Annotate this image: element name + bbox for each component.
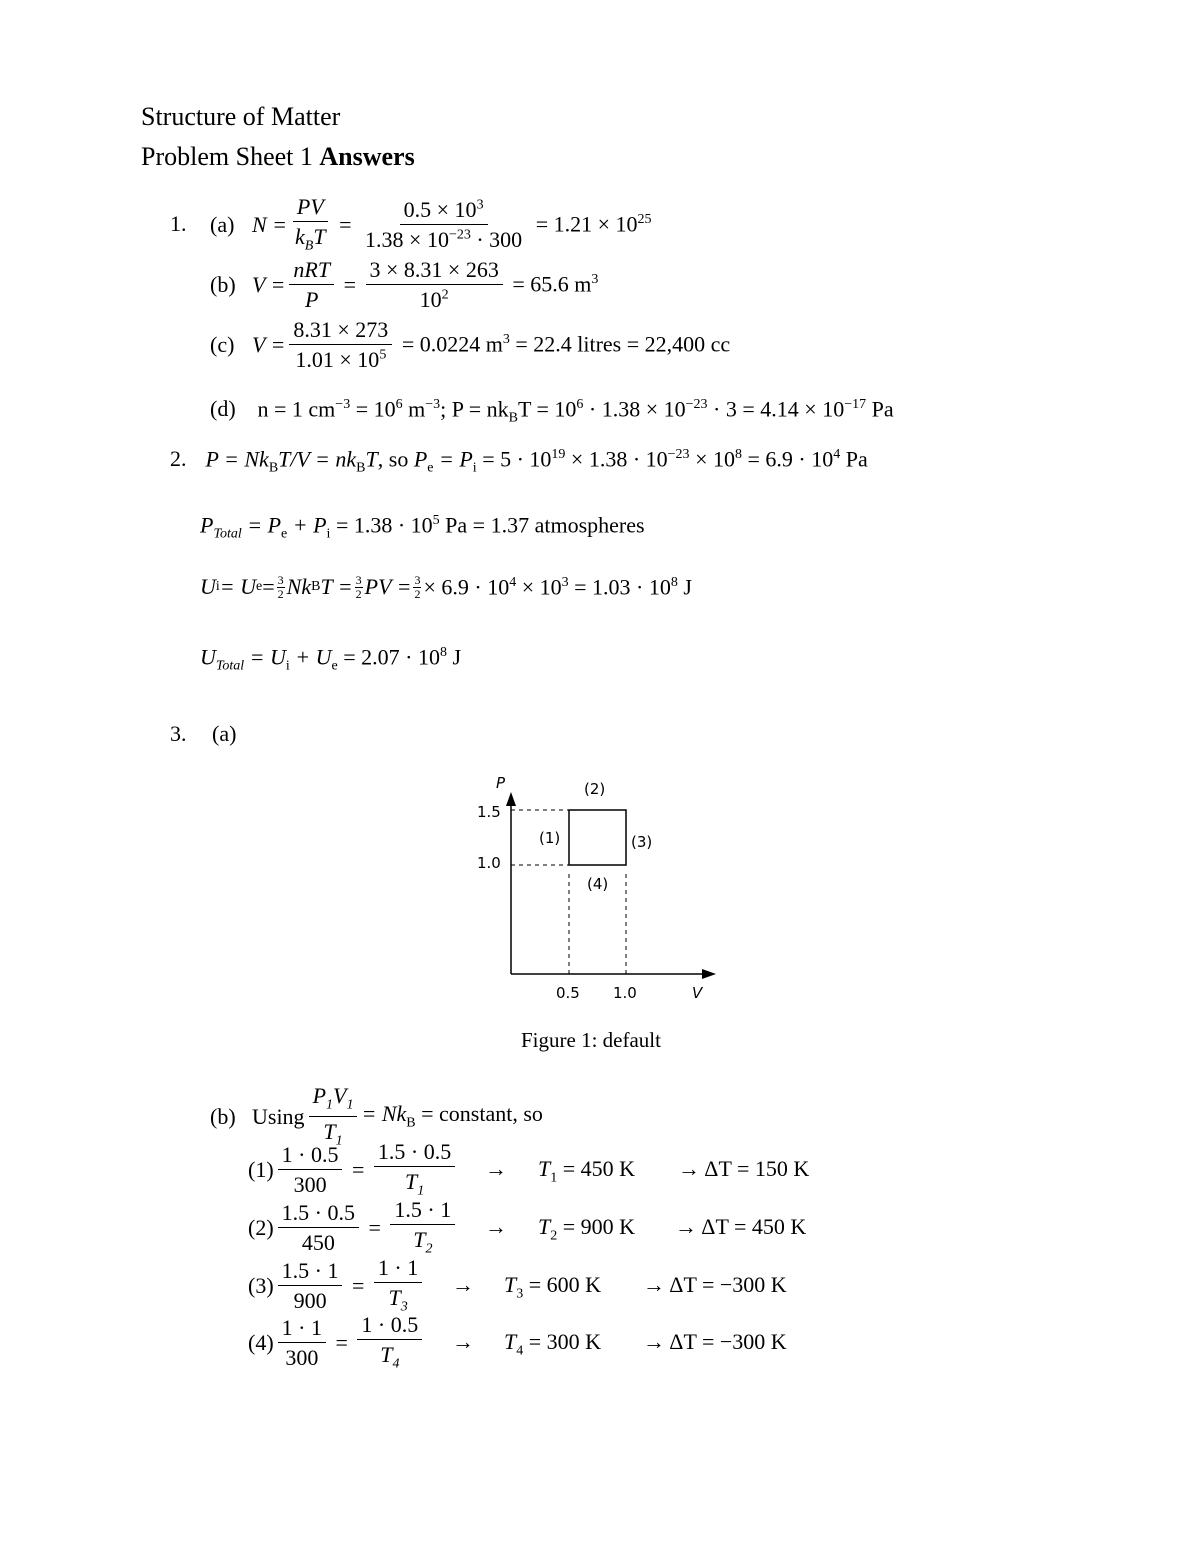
q1b-result-text: = 65.6 m — [512, 271, 592, 297]
q3b-row: (1) $\frac{1 \cdot 0.5}{300}$ = $\frac{1.5 \cdot 0.5}{T_1}$ — [248, 1140, 459, 1199]
q2l1-g: = 5 · 10 — [476, 446, 552, 472]
q3b-frac-den-sub: 1 — [335, 1133, 343, 1149]
q3a-label: (a) — [212, 721, 237, 746]
q1c-result-tail: = 22.4 litres = 22,400 cc — [509, 331, 731, 357]
q3b-row-frac1-num: 1.5 · 1 — [278, 1259, 343, 1286]
q3b-row-arrow: → — [452, 1272, 474, 1297]
q3b-row-frac2-den-t: T — [404, 1169, 418, 1195]
q3b-row-delta — [675, 1216, 806, 1238]
q1c-result-text: = 0.0224 m — [401, 331, 503, 357]
q2l3-d-sub: B — [311, 579, 321, 595]
q3b-row-frac1-den: 450 — [301, 1230, 335, 1256]
q3b-row-delta-value: ΔT = 450 K — [701, 1214, 807, 1239]
tick-v-low: 0.5 — [556, 984, 580, 1002]
cycle-rectangle — [569, 810, 626, 865]
q1a-frac1-den-tail: T — [313, 224, 326, 250]
q3b-row-delta-arrow: → — [678, 1156, 700, 1181]
q3b-row-arrow: → — [452, 1329, 474, 1354]
q3b-row-frac2-num: 1.5 · 0.5 — [374, 1140, 455, 1167]
q2l1-i: × 10 — [689, 446, 735, 472]
p-axis-arrow — [506, 792, 516, 806]
q3b-row-frac2-den-t: T — [388, 1285, 401, 1311]
q1c-frac — [289, 318, 392, 371]
q2l2-a: P — [200, 512, 214, 538]
q3b-row-t-sub: 4 — [516, 1343, 524, 1359]
tick-p-high: 1.5 — [477, 803, 501, 821]
q3b-frac-den-t: T — [323, 1119, 336, 1145]
q3-number: 3. — [170, 721, 187, 746]
q3b-row-t: T — [538, 1156, 551, 1181]
q1a-frac1-den-sub: B — [304, 238, 314, 254]
path-label-2: (2) — [584, 780, 606, 798]
path-label-4: (4) — [587, 875, 609, 893]
q1a-frac2 — [361, 198, 526, 251]
q3b-frac-num-v: V — [333, 1083, 347, 1108]
q3b-row-frac1 — [278, 1201, 359, 1254]
q3b-row-delta — [678, 1158, 809, 1180]
q3b-frac-num — [309, 1084, 358, 1117]
q3b-row-frac2-den-sub: 3 — [400, 1299, 408, 1315]
q1b-result — [507, 273, 599, 295]
q3b-row-frac2 — [390, 1198, 455, 1257]
q1d-t5: T = 10 — [517, 396, 577, 422]
path-label-1: (1) — [539, 829, 561, 847]
q1d-s7: −17 — [844, 397, 867, 412]
q1b-frac1-num: nRT — [289, 258, 334, 285]
q1a-frac1-num: PV — [293, 195, 328, 222]
tick-p-low: 1.0 — [477, 854, 501, 872]
doc-subtitle — [141, 144, 415, 170]
q1-number: 1. — [170, 211, 187, 236]
q1a-result-sup: 25 — [637, 212, 652, 228]
q3b-using: Using — [252, 1103, 305, 1129]
q3b-row-arrow: → — [485, 1214, 507, 1239]
q2l3-g: PV = — [364, 574, 412, 600]
q2l1-f: = P — [433, 446, 473, 472]
q3b-row-label: (3) — [248, 1272, 274, 1298]
q1d-s6: −23 — [685, 397, 708, 412]
tick-v-high: 1.0 — [613, 984, 637, 1002]
q3b-row-frac1 — [278, 1143, 343, 1196]
q1a-frac1 — [291, 195, 330, 254]
q1a-frac2-den-tail: · 300 — [470, 227, 523, 253]
q2l3-e: T = — [320, 574, 353, 600]
q2-line2 — [200, 514, 645, 542]
q1d-s5: 6 — [576, 397, 584, 412]
q3b-row-temperature — [504, 1274, 601, 1301]
q3b-row-frac2-den — [384, 1283, 411, 1315]
q1a-frac2-den-sup: −23 — [448, 227, 471, 243]
q1d-s3: −3 — [425, 397, 441, 412]
q1d-label: (d) — [210, 396, 236, 422]
q2l3-d: Nk — [286, 574, 312, 600]
q2l3-k: J — [677, 574, 692, 600]
q2l1-c: T — [365, 446, 378, 472]
q3b-row-delta-value: ΔT = −300 K — [669, 1329, 787, 1354]
q1a-label: (a) — [210, 211, 235, 237]
q3b-row-t: T — [538, 1214, 551, 1239]
q3b-row-frac1-num: 1.5 · 0.5 — [278, 1201, 359, 1228]
q3b-row-delta — [643, 1274, 787, 1296]
q3b-row-frac1 — [278, 1316, 326, 1369]
q1c-frac-den — [291, 345, 390, 371]
q2l1-b: T/V = nk — [278, 446, 357, 472]
q2l4-a-sub: Total — [215, 658, 245, 674]
q3b-row-frac2 — [374, 1140, 455, 1199]
path-label-3: (3) — [631, 833, 653, 851]
q1c-result-sup: 3 — [502, 332, 510, 348]
q1b-lhs: V = — [252, 271, 286, 297]
q3b-row-frac2-den — [409, 1225, 436, 1257]
q3b-row-frac2 — [374, 1256, 422, 1315]
q1a-lhs: N = — [252, 211, 288, 237]
q2l4-b: = U — [244, 644, 286, 670]
q2l2-c: + P — [287, 512, 327, 538]
q2l3-b-sub: e — [256, 579, 263, 595]
q3b-row-delta-arrow: → — [675, 1214, 697, 1239]
q3b-row-frac2-den-t: T — [413, 1227, 426, 1253]
q2l3-frac2-num: 3 — [355, 573, 362, 587]
q3b-row-temperature — [538, 1158, 635, 1185]
q3b-row-frac2-den-sub: 1 — [417, 1183, 425, 1199]
q3b-row-frac2 — [357, 1313, 422, 1372]
q3b-rhs-tail: = constant, so — [415, 1100, 543, 1126]
q1b-result-sup: 3 — [591, 272, 599, 288]
q1b-equation: (b) V = $\frac{\text{nRT}}{P}$ = $\frac{3 \times 8.31 \times 263}{10^2}$ = 65.6 $m^3$ — [210, 257, 599, 313]
q1d-t1: n = 1 cm — [257, 396, 336, 422]
q3b-frac-num-sub2: 1 — [346, 1097, 354, 1113]
pv-diagram — [460, 770, 740, 1010]
q3b-row-frac1-den: 300 — [293, 1172, 327, 1198]
q2l4-d: = 2.07 · 10 — [337, 644, 440, 670]
q2-line4 — [200, 646, 461, 674]
q2-line1 — [170, 448, 868, 476]
q2l2-d-sup: 5 — [432, 513, 440, 528]
q2l3-h-sup: 4 — [509, 574, 517, 590]
v-axis-arrow — [702, 969, 716, 979]
q3b-frac-num-sub1: 1 — [326, 1097, 334, 1113]
q2l1-f-sub: i — [472, 460, 477, 476]
q3b-row-label: (2) — [248, 1214, 274, 1240]
q1a-frac2-den-text: 1.38 × 10 — [365, 227, 449, 253]
q2l4-b-sub: i — [285, 658, 290, 674]
q1a-frac1-den — [291, 222, 330, 254]
q3b-row-frac1 — [278, 1259, 343, 1312]
q3b-row-temperature — [504, 1331, 601, 1358]
q2l3-i-sup: 3 — [561, 574, 569, 590]
q3b-row-frac2-den-sub: 4 — [392, 1356, 400, 1372]
q3b-rhs — [361, 1100, 543, 1131]
q3b-row-t-sub: 2 — [550, 1228, 558, 1244]
q3b-rhs-text: = Nk — [361, 1100, 407, 1126]
q1d-t6: · 1.38 × 10 — [583, 396, 686, 422]
q2l2-b-sub: e — [281, 526, 288, 542]
q3b-row-frac2-num: 1 · 1 — [374, 1256, 422, 1283]
p-axis-label: P — [496, 774, 506, 792]
q3b-row-t-val: = 300 K — [523, 1329, 602, 1354]
q3b-row-t: T — [504, 1329, 517, 1354]
q3b-row-delta-arrow: → — [643, 1272, 665, 1297]
q2l1-b-sub: B — [356, 460, 366, 476]
q2l3-frac1-num: 3 — [277, 573, 284, 587]
q1d-t2: = 10 — [350, 396, 396, 422]
q2-number: 2. — [170, 446, 187, 472]
q1b-frac2-den — [416, 285, 453, 311]
q1c-lhs: V = — [252, 331, 286, 357]
q2l3-frac3-num: 3 — [414, 573, 421, 587]
q3b-row-arrow: → — [485, 1156, 507, 1181]
q3b-row-t: T — [504, 1272, 517, 1297]
q2l1-k: Pa — [840, 446, 868, 472]
q1d-t7: · 3 = 4.14 × 10 — [707, 396, 845, 422]
q3b-frac-num-p: P — [312, 1083, 327, 1108]
q1a-frac2-num-sup: 3 — [476, 197, 484, 213]
q3b-row: (4) $\frac{1 \cdot 1}{300}$ = $\frac{1 \cdot 0.5}{T_4}$ — [248, 1313, 426, 1372]
q1c-frac-den-text: 1.01 × 10 — [295, 347, 380, 373]
q1b-frac2-num: 3 × 8.31 × 263 — [366, 258, 503, 285]
q2l2-e: Pa = 1.37 atmospheres — [439, 512, 645, 538]
q1d-t3: m — [402, 396, 426, 422]
q2l1-d: , so — [377, 446, 414, 472]
q2l3-frac1-den: 2 — [277, 586, 284, 601]
q1a-result — [530, 213, 651, 235]
q3b-row-frac2-den-sub: 2 — [425, 1241, 433, 1257]
q2l1-j-sup: 4 — [833, 447, 841, 462]
q1d-sub4: B — [508, 410, 518, 426]
q2l3-frac1 — [277, 574, 285, 600]
q3b-row-frac1-den: 900 — [293, 1288, 327, 1314]
q1b-frac2-den-sup: 2 — [441, 287, 449, 303]
q1b-frac1 — [289, 258, 334, 311]
q2l2-b: = P — [241, 512, 282, 538]
q1c-label: (c) — [210, 331, 235, 357]
q1a-frac2-num-text: 0.5 × 10 — [403, 196, 477, 222]
q2-line3 — [200, 574, 692, 600]
q2l1-j: = 6.9 · 10 — [741, 446, 834, 472]
q3b-row-frac1-num: 1 · 0.5 — [278, 1143, 343, 1170]
q2l1-a: P = Nk — [205, 446, 269, 472]
q1b-frac1-den: P — [305, 287, 319, 313]
q2l3-j: = 1.03 · 10 — [568, 574, 671, 600]
q1d-equation — [210, 398, 894, 426]
q2l3-frac3 — [413, 574, 421, 600]
subtitle-prefix: Problem Sheet 1 — [141, 142, 313, 171]
q2l3-j-sup: 8 — [670, 574, 678, 590]
q2l3-a: U — [200, 574, 216, 600]
q3b-row-delta-value: ΔT = 150 K — [704, 1156, 810, 1181]
figure-caption: Figure 1: default — [521, 1028, 661, 1052]
q2l2-a-sub: Total — [213, 526, 242, 542]
q3-heading — [170, 723, 236, 745]
q2l4-c: + U — [289, 644, 332, 670]
q1d-t4: ; P = nk — [440, 396, 509, 422]
q3b-row-frac2-num: 1 · 0.5 — [357, 1313, 422, 1340]
q2l3-frac3-den: 2 — [414, 586, 421, 601]
q3b-row-t-val: = 900 K — [557, 1214, 636, 1239]
q2l1-a-sub: B — [268, 460, 279, 476]
q1d-s1: −3 — [335, 397, 351, 412]
q2l3-a-sub: i — [215, 579, 220, 595]
q2l3-c: = — [262, 574, 275, 600]
q2l1-h: × 1.38 · 10 — [565, 446, 668, 472]
q1b-frac2-den-text: 10 — [419, 287, 442, 313]
q3b-row-frac2-den — [401, 1167, 428, 1199]
q2l3-frac2-den: 2 — [355, 586, 362, 601]
q3b-row-temperature — [538, 1216, 635, 1243]
q3b-row-frac2-den — [376, 1340, 403, 1372]
q2l1-h-sup: −23 — [667, 447, 690, 462]
q3b-row-delta-arrow: → — [643, 1329, 665, 1354]
q1b-label: (b) — [210, 271, 236, 297]
q1a-frac2-num — [400, 198, 488, 225]
q2l2-c-sub: i — [326, 526, 331, 542]
q3b-row-frac2-den-t: T — [380, 1342, 393, 1368]
q2l3-tail — [423, 576, 691, 598]
q1a-frac1-den-k: k — [295, 224, 305, 250]
q3b-row-frac2-num: 1.5 · 1 — [390, 1198, 455, 1225]
q2l2-d: = 1.38 · 10 — [330, 512, 433, 538]
q2l1-g-sup: 19 — [551, 447, 566, 462]
q3b-row: (2) $\frac{1.5 \cdot 0.5}{450}$ = $\frac{1.5 \cdot 1}{T_2}$ — [248, 1198, 459, 1257]
q3b-row-t-val: = 450 K — [557, 1156, 636, 1181]
q1c-result — [396, 333, 730, 355]
q2l3-b: = U — [219, 574, 257, 600]
q1c-frac-num: 8.31 × 273 — [289, 318, 392, 345]
q1c-equation — [210, 318, 730, 371]
q3b-row-label: (1) — [248, 1156, 274, 1182]
q3b-label: (b) — [210, 1103, 236, 1129]
q2l4-a: U — [200, 644, 216, 670]
q1d-s2: 6 — [395, 397, 403, 412]
subtitle-bold: Answers — [319, 142, 415, 171]
q3b-row-label: (4) — [248, 1329, 274, 1355]
q2l3-frac2 — [355, 574, 363, 600]
q3b-row-delta — [643, 1331, 787, 1353]
q3b-row-t-sub: 3 — [516, 1286, 524, 1302]
q1a-result-text: = 1.21 × 10 — [535, 211, 638, 237]
q3b-row-delta-value: ΔT = −300 K — [669, 1272, 787, 1297]
q1a-frac2-den — [361, 225, 526, 251]
v-axis-label: V — [692, 984, 703, 1002]
doc-title: Structure of Matter — [141, 102, 341, 131]
q3b-row-t-sub: 1 — [550, 1170, 558, 1186]
q2l3-h: × 6.9 · 10 — [423, 574, 510, 600]
q2l1-e-sub: e — [427, 460, 434, 476]
q2l4-d-sup: 8 — [439, 645, 447, 660]
q2l1-e: P — [413, 446, 428, 472]
q3b-row-frac1-num: 1 · 1 — [278, 1316, 326, 1343]
q1b-frac2 — [366, 258, 503, 311]
q3b-row-t-val: = 600 K — [523, 1272, 602, 1297]
q2l4-c-sub: e — [331, 658, 338, 674]
q2l3-i: × 10 — [516, 574, 562, 600]
q3b-rhs-sub: B — [406, 1115, 416, 1131]
q2l1-i-sup: 8 — [734, 447, 742, 462]
q2l4-e: J — [446, 644, 462, 670]
q1a-equation: (a) N = $\frac{PV}{k_BT}$ = $\frac{0.5 \times 10^3}{1.38 \times 10^{-23} \cdot 300}$ = $1.21 \times 10^{25}$ — [210, 194, 652, 254]
q3b-row-frac1-den: 300 — [285, 1345, 319, 1371]
q1d-t8: Pa — [866, 396, 894, 422]
q1c-frac-den-sup: 5 — [379, 347, 387, 363]
q3b-row: (3) $\frac{1.5 \cdot 1}{900}$ = $\frac{1 \cdot 1}{T_3}$ — [248, 1256, 426, 1315]
